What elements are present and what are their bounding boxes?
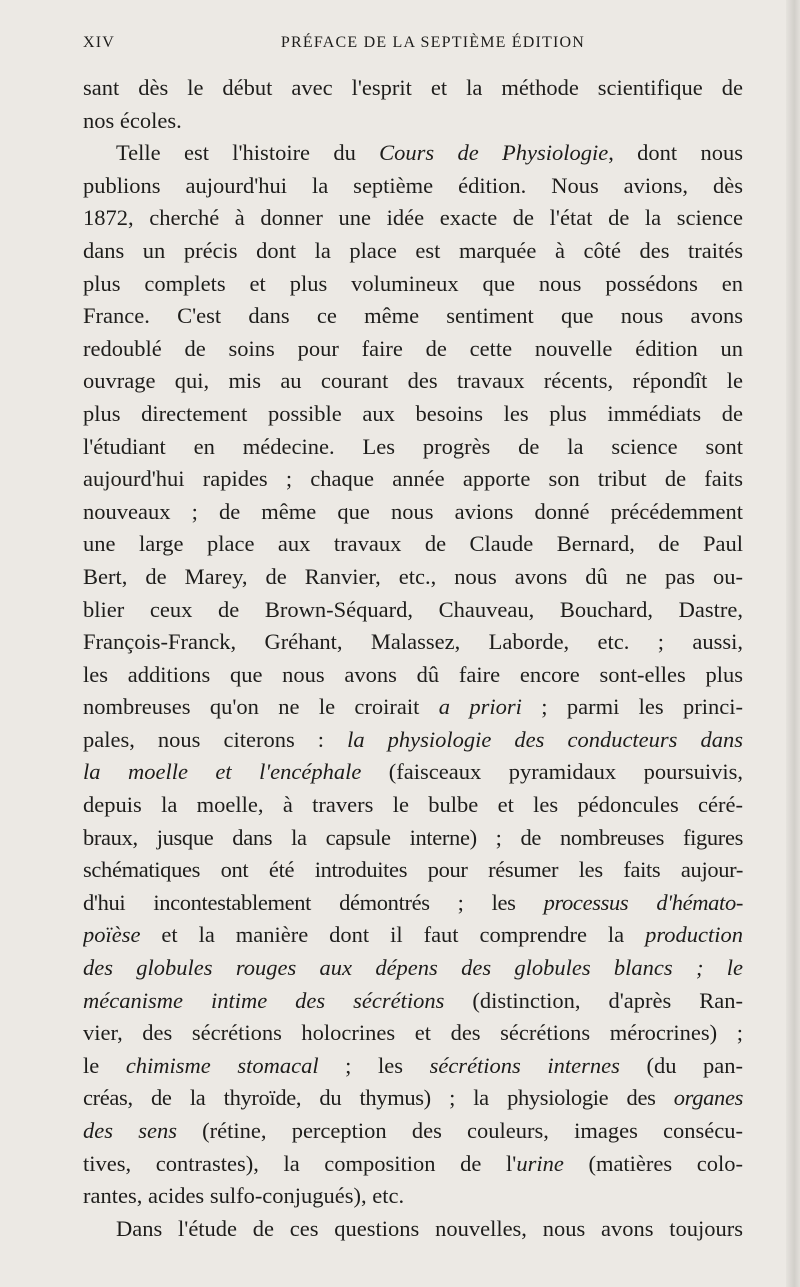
text-line <box>83 691 743 724</box>
text-segment: le <box>83 1052 126 1078</box>
text-segment-italic: poïèse <box>83 922 141 948</box>
text-segment: tives, contrastes), la composition de l' <box>83 1150 517 1176</box>
text-segment: blier ceux de Brown-Séquard, Chauveau, Bouchard, Dastre, <box>83 596 743 622</box>
text-line <box>83 202 743 235</box>
text-segment: aujourd'hui rapides ; chaque année apporte son tribut de faits <box>83 466 743 492</box>
text-segment: ; parmi les princi- <box>521 694 743 720</box>
text-segment-italic: Cours de Physiologie <box>379 140 609 166</box>
text-line <box>83 72 743 105</box>
text-segment: (matières colo- <box>563 1150 743 1176</box>
text-segment: dans un précis dont la place est marquée à côté des traités <box>83 237 743 263</box>
text-segment-italic: la moelle et l'encéphale <box>83 759 362 785</box>
text-segment-italic: mécanisme intime des sécrétions <box>83 987 445 1013</box>
text-segment-italic: production <box>645 922 743 948</box>
text-segment: plus complets et plus volumineux que nous possédons en <box>83 270 743 296</box>
text-line <box>83 594 743 627</box>
text-segment-italic: des sens <box>83 1118 177 1143</box>
text-segment: (du pan- <box>619 1052 743 1078</box>
text-line <box>83 398 743 431</box>
text-segment: (rétine, perception des couleurs, images consécu- <box>176 1118 743 1143</box>
text-segment: 1872, cherché à donner une idée exacte de l'état de la science <box>83 205 743 231</box>
text-segment: d'hui incontestablement démontrés ; les <box>83 889 544 915</box>
text-line <box>83 887 743 920</box>
text-segment: rantes, acides sulfo-conjugués), etc. <box>83 1183 405 1209</box>
text-segment: Dans l'étude de ces questions nouvelles, nous avons toujours <box>116 1215 743 1241</box>
text-segment: publions aujourd'hui la septième édition. Nous avions, dès <box>83 172 743 198</box>
text-line <box>83 235 743 268</box>
text-segment-italic: des globules rouges aux dépens des globules blancs ; le <box>83 955 743 981</box>
text-line <box>83 1180 743 1213</box>
text-line <box>83 724 743 757</box>
text-segment: les additions que nous avons dû faire encore sont-elles plus <box>83 661 743 687</box>
text-segment: (faisceaux pyramidaux poursuivis, <box>361 759 743 785</box>
text-segment: l'étudiant en médecine. Les progrès de la science sont <box>83 433 743 459</box>
text-segment: Telle est l'histoire du <box>116 140 380 166</box>
text-segment: ouvrage qui, mis au courant des travaux récents, répondît le <box>83 368 743 394</box>
text-segment: (distinction, d'après Ran- <box>444 987 743 1013</box>
text-line <box>83 659 743 692</box>
text-line <box>83 1017 743 1050</box>
text-segment: vier, des sécrétions holocrines et des sécrétions mérocrines) ; <box>83 1020 743 1046</box>
text-line <box>83 1115 743 1148</box>
text-segment: et la manière dont il faut comprendre la <box>140 922 646 948</box>
text-line <box>83 333 743 366</box>
text-line <box>83 365 743 398</box>
text-line <box>83 854 743 887</box>
text-segment: plus directement possible aux besoins les plus immédiats de <box>83 400 743 426</box>
text-segment: ; les <box>318 1052 430 1078</box>
text-segment-italic: la physiologie des conducteurs dans <box>347 726 743 752</box>
text-segment: nombreuses qu'on ne le croirait <box>83 694 439 720</box>
text-segment: redoublé de soins pour faire de cette nouvelle édition un <box>83 335 743 361</box>
text-line <box>83 137 743 170</box>
text-segment-italic: urine <box>516 1150 564 1176</box>
text-segment: sant dès le début avec l'esprit et la méthode scientifique de <box>83 75 743 100</box>
text-segment-italic: sécrétions internes <box>429 1052 620 1078</box>
text-line <box>83 496 743 529</box>
text-line <box>83 170 743 203</box>
text-segment: nouveaux ; de même que nous avions donné précédemment <box>83 498 743 524</box>
text-segment: braux, jusque dans la capsule interne) ; de nombreuses figures <box>83 824 743 850</box>
text-segment-italic: organes <box>673 1085 743 1111</box>
text-segment: François-Franck, Gréhant, Malassez, Laborde, etc. ; aussi, <box>83 629 743 655</box>
text-line <box>83 528 743 561</box>
text-line <box>83 561 743 594</box>
text-line <box>83 463 743 496</box>
text-segment: depuis la moelle, à travers le bulbe et les pédoncules céré- <box>83 792 743 818</box>
text-line <box>83 919 743 952</box>
text-segment: Bert, de Marey, de Ranvier, etc., nous avons dû ne pas ou- <box>83 563 743 589</box>
text-segment: une large place aux travaux de Claude Bernard, de Paul <box>83 531 743 557</box>
text-line <box>83 105 743 138</box>
running-header <box>83 34 743 58</box>
text-line <box>83 626 743 659</box>
text-line <box>83 756 743 789</box>
text-segment: France. C'est dans ce même sentiment que nous avons <box>83 303 743 329</box>
text-line <box>83 300 743 333</box>
text-segment: nos écoles. <box>83 107 182 133</box>
running-title: PRÉFACE DE LA SEPTIÈME ÉDITION <box>280 34 586 51</box>
text-line <box>83 1050 743 1083</box>
text-segment-italic: processus d'hémato- <box>543 889 743 915</box>
body-text <box>83 72 743 1245</box>
text-segment: créas, de la thyroïde, du thymus) ; la physiologie des <box>83 1085 674 1111</box>
text-line <box>83 1082 743 1115</box>
text-line <box>83 268 743 301</box>
text-line <box>83 1213 743 1246</box>
text-line <box>83 985 743 1018</box>
text-line <box>83 952 743 985</box>
text-line <box>83 1148 743 1181</box>
page-number: XIV <box>83 34 116 51</box>
text-segment: schématiques ont été introduites pour résumer les faits aujour- <box>83 857 743 883</box>
text-line <box>83 431 743 464</box>
text-segment: , dont nous <box>608 140 743 166</box>
text-line <box>83 789 743 822</box>
text-segment-italic: a priori <box>438 694 522 720</box>
text-line <box>83 822 743 855</box>
text-segment: pales, nous citerons : <box>83 726 348 752</box>
text-segment-italic: chimisme stomacal <box>125 1052 319 1078</box>
